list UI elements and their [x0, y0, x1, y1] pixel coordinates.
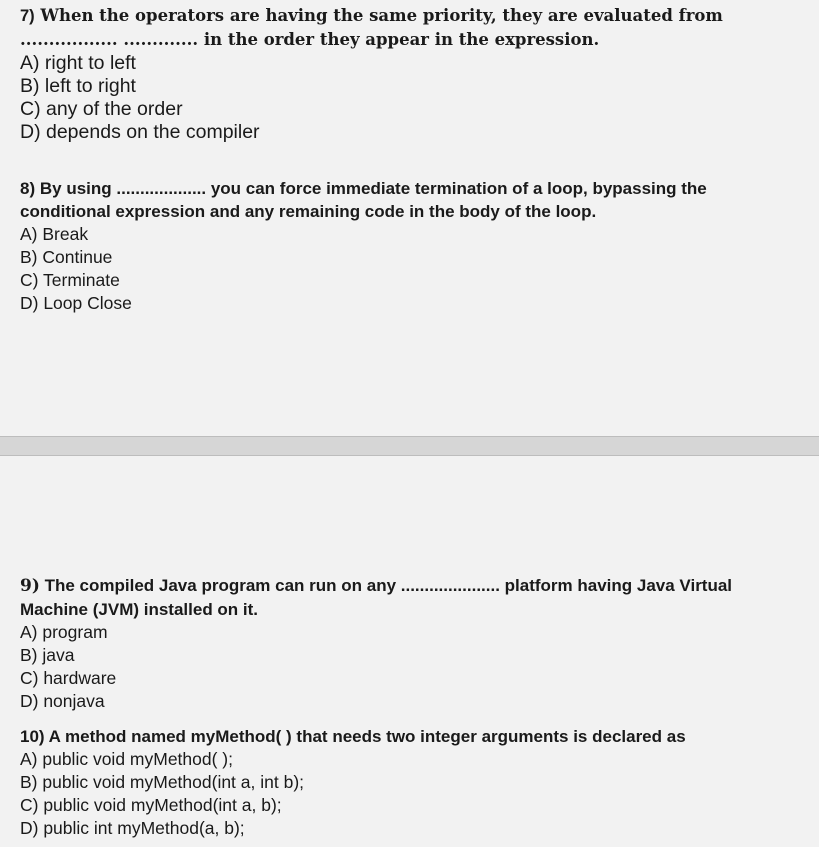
- option-a: A) right to left: [20, 52, 136, 74]
- question-10: [20, 725, 795, 840]
- option-a: A) public void myMethod( );: [20, 749, 233, 769]
- option-d: D) depends on the compiler: [20, 121, 260, 143]
- question-7-options: [20, 52, 795, 144]
- question-number: 8): [20, 179, 36, 198]
- question-number: 9): [20, 576, 40, 596]
- page-break: [0, 436, 819, 456]
- option-d: D) Loop Close: [20, 293, 132, 313]
- option-d: D) public int myMethod(a, b);: [20, 818, 245, 838]
- question-text: The compiled Java program can run on any ..................... platform having Java Virtual Machine (JVM) installed on it.: [20, 576, 733, 619]
- question-10-stem: [20, 725, 795, 748]
- question-9-stem: [20, 574, 795, 621]
- option-c: C) any of the order: [20, 98, 183, 120]
- option-b: B) left to right: [20, 75, 136, 97]
- option-d: D) nonjava: [20, 691, 105, 711]
- question-number: 10): [20, 727, 45, 746]
- option-c: C) Terminate: [20, 270, 120, 290]
- question-7-stem: [20, 4, 795, 52]
- question-7: [20, 4, 795, 144]
- option-a: A) Break: [20, 224, 89, 244]
- question-9-options: [20, 621, 795, 713]
- question-text: A method named myMethod( ) that needs two integer arguments is declared as: [48, 727, 686, 746]
- question-8: [20, 177, 795, 315]
- option-c: C) public void myMethod(int a, b);: [20, 795, 282, 815]
- option-c: C) hardware: [20, 668, 117, 688]
- question-text: When the operators are having the same priority, they are evaluated from ................. ............. in the order they appear in the expression.: [20, 6, 723, 49]
- question-8-options: [20, 223, 795, 315]
- question-number: 7): [20, 7, 35, 25]
- question-9: [20, 574, 795, 713]
- option-a: A) program: [20, 622, 108, 642]
- option-b: B) public void myMethod(int a, int b);: [20, 772, 305, 792]
- option-b: B) Continue: [20, 247, 113, 267]
- question-text: By using ................... you can force immediate termination of a loop, bypassing the conditional expression and any remaining code in the body of the loop.: [20, 179, 707, 221]
- question-8-stem: [20, 177, 795, 223]
- option-b: B) java: [20, 645, 75, 665]
- question-10-options: [20, 748, 795, 840]
